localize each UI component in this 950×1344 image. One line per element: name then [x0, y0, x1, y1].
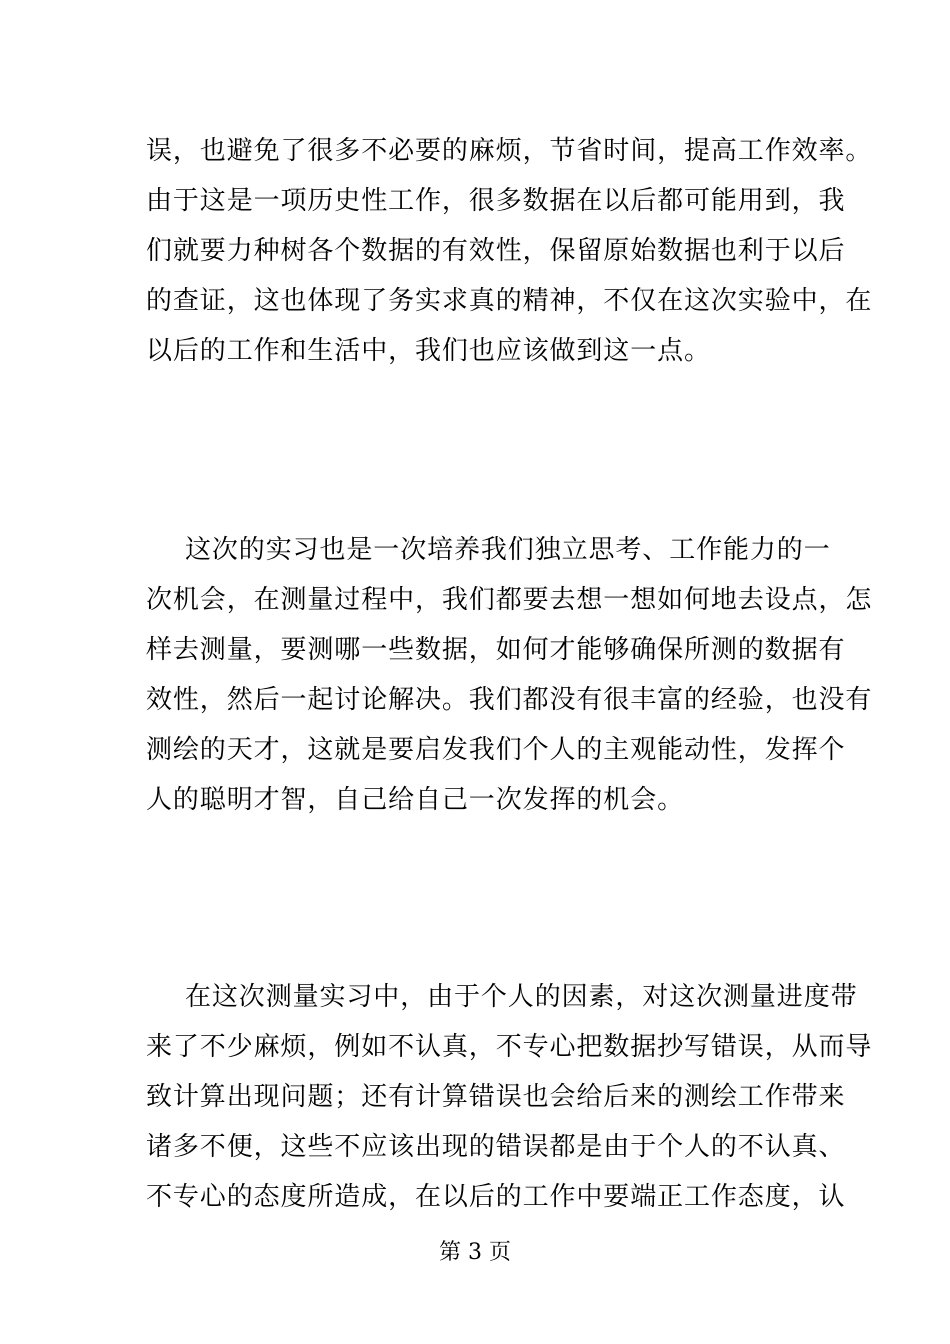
page-number: 第 3 页	[439, 1240, 511, 1265]
text-line: 致计算出现问题；还有计算错误也会给后来的测绘工作带来	[146, 1082, 846, 1112]
text-line: 次机会，在测量过程中，我们都要去想一想如何地去设点，怎	[146, 585, 873, 615]
text-line: 人的聪明才智，自己给自己一次发挥的机会。	[146, 785, 685, 815]
text-line: 不专心的态度所造成，在以后的工作中要端正工作态度，认	[146, 1182, 846, 1212]
text-line: 诸多不便，这些不应该出现的错误都是由于个人的不认真、	[146, 1132, 846, 1162]
text-line: 在这次测量实习中，由于个人的因素，对这次测量进度带	[185, 982, 858, 1012]
text-line: 以后的工作和生活中，我们也应该做到这一点。	[146, 336, 711, 366]
text-line: 这次的实习也是一次培养我们独立思考、工作能力的一	[185, 535, 831, 565]
text-line: 来了不少麻烦，例如不认真，不专心把数据抄写错误，从而导	[146, 1032, 873, 1062]
text-line: 们就要力种树各个数据的有效性，保留原始数据也利于以后	[146, 236, 846, 266]
text-line: 由于这是一项历史性工作，很多数据在以后都可能用到，我	[146, 186, 846, 216]
text-line: 误，也避免了很多不必要的麻烦，节省时间，提高工作效率。	[146, 136, 873, 166]
text-line: 测绘的天才，这就是要启发我们个人的主观能动性，发挥个	[146, 735, 846, 765]
text-line: 样去测量，要测哪一些数据，如何才能够确保所测的数据有	[146, 635, 846, 665]
text-line: 效性，然后一起讨论解决。我们都没有很丰富的经验，也没有	[146, 685, 873, 715]
text-line: 的查证，这也体现了务实求真的精神，不仅在这次实验中，在	[146, 286, 873, 316]
